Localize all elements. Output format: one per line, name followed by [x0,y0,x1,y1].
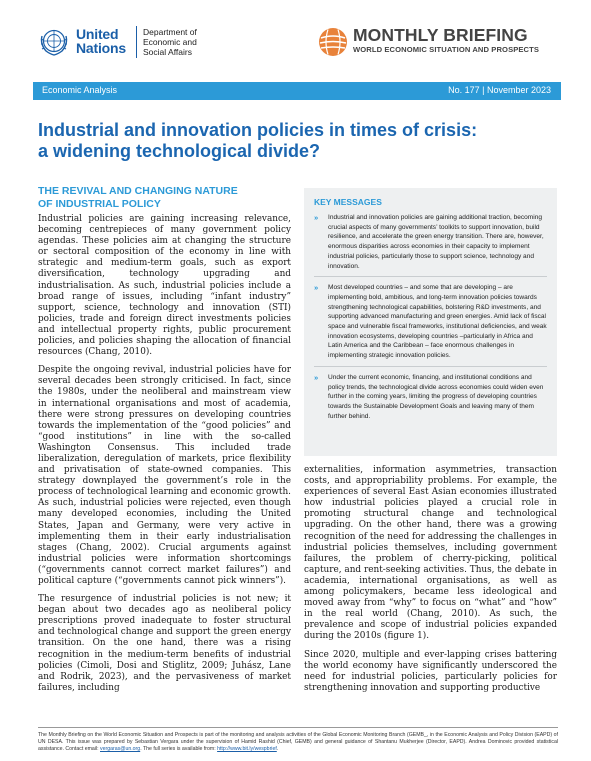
header-divider [136,26,137,58]
un-name-line1: United [76,26,119,42]
paragraph: The resurgence of industrial policies is not new; it began about two decades ago as neoliberal policy prescriptions proved inadequate to foster structural and technological change and support the green energy transition. On the one hand, there was a rising recognition in the medium-term benefits of industrial policies (Cimoli, Dosi and Stiglitz, 2009; Juhász, Lane and Rodrik, 2023), and the pervasiveness of market failures, including [38,594,291,693]
monthly-briefing-globe-icon [318,27,348,57]
un-emblem-icon [38,26,70,58]
key-message-text: Under the current economic, financing, and institutional conditions and policy trends, the technological divide across economies could widen even further in the coming years, limiting the progress of developing countries towards the Sustainable Development Goals and leaving many of them further behind. [328,373,544,420]
desa-label [143,27,197,57]
desa-line2: Economic and [143,37,197,47]
paragraph: Despite the ongoing revival, industrial policies have for several decades been strongly criticised. In fact, since the 1980s, under the neoliberal and mainstream view in international organisations and most of academia, there were strong pressures on developing countries towards the implementation of the “good policies” and “good institutions” in line with the so-called Washington Consensus. This included trade liberalization, deregulation of markets, price flexibility and privatisation of state-owned companies. This strategy downplayed the government’s role in the process of technological learning and economic growth. As such, industrial policies were rejected, even though many developed economies, including the United States, Japan and Germany, were very active in implementing them in their early industrialisation stages (Chang, 2002). Crucial arguments against industrial policies were information shortcomings (“governments cannot correct market failures”) and political capture (“governments cannot pick winners”). [38,365,291,586]
footer-text-2: . The full series is available from: [140,746,216,753]
page-title [38,120,558,162]
footer-note [38,727,558,754]
section-heading-line1: THE REVIVAL AND CHANGING NATURE [38,185,238,197]
paragraph: Industrial policies are gaining increasing relevance, becoming centrepieces of many government policy agendas. These policies aim at changing the structure or sectoral composition of the economy in line with strategic and medium-term goals, such as export diversification, technology upgrading and industrialisation. As such, industrial policies include a broad range of issues, including “infant industry” support, science, technology and innovation (STI) policies, trade and foreign direct investments policies and intellectual property rights, public procurement policies, and policies shaping the allocation of financial resources (Chang, 2010). [38,214,291,358]
section-heading [38,185,288,211]
section-heading-line2: OF INDUSTRIAL POLICY [38,198,161,210]
key-messages-heading: KEY MESSAGES [314,197,382,207]
chevron-right-icon: » [314,372,319,382]
chevron-right-icon: » [314,213,319,222]
key-message-text: Industrial and innovation policies are gaining additional traction, becoming crucial aspects of many governments’ toolkits to support innovation, build resilience, and accelerate the green energy transition. There are, however, enormous disparities across economies in their capacity to implement industrial policies, particularly those to support science, technology and innovation. [328,214,544,270]
key-messages-box [304,188,557,456]
un-name-line2: Nations [76,40,126,56]
footer-text-3: . [276,746,279,753]
paragraph: Since 2020, multiple and ever-lapping crises battering the world economy have significantly underscored the need for industrial policies, particularly policies for strengthening innovation and supporting productive [304,649,557,693]
footer-text: The Monthly Briefing on the World Economic Situation and Prospects is part of the monitoring and analysis activities of the Global Economic Monitoring Branch (GEMB_, in the Economic Analysis and Policy Division (EAPD) of UN DESA. This issue was prepared by Sebastian Vergara under the supervision of Hamid Rashid (Chief, GEMB) and general guidance of Shantanu Mukherjee (Director, EAPD). Andrea Dominovic provided statistical assistance. Contact email: [38,732,558,753]
brief-subtitle: WORLD ECONOMIC SITUATION AND PROSPECTS [353,45,540,54]
key-message-item [314,276,547,361]
section-bar [33,82,561,100]
paragraph: externalities, information asymmetries, transaction costs, and appropriability problems. For example, the experiences of several East Asian economies illustrated how industrial policies played a crucial role in promoting structural change and technological upgrading. On the other hand, there was a growing recognition of the need for addressing the challenges in industrial policies themselves, including government failures, the problem of cherry-picking, political capture, and rent-seeking activities. Thus, the debate in academia, international organisations, as well as among policymakers, became less ideological and moved away from “why” to focus on “what” and “how” in the real world (Chang, 2010). As such, the prevalence and scope of industrial policies expanded during the 2010s (figure 1). [304,465,557,642]
chevron-right-icon: » [314,283,319,293]
contact-email-link[interactable]: vergaras@un.org [100,746,141,753]
page-header [0,0,591,80]
left-column [38,214,291,694]
bar-issue-number: No. 177 | November 2023 [448,85,551,95]
un-name [76,27,126,55]
page-title-line2: a widening technological divide? [38,141,321,161]
bar-category: Economic Analysis [42,85,118,95]
key-message-item [314,213,547,271]
key-message-item [314,366,547,422]
series-link[interactable]: http://www.bit.ly/wespbrief [217,746,277,753]
brief-title: MONTHLY BRIEFING [353,25,528,45]
desa-line3: Social Affairs [143,47,192,57]
desa-line1: Department of [143,27,197,37]
page-title-line1: Industrial and innovation policies in times of crisis: [38,120,478,140]
key-message-text: Most developed countries – and some that are developing – are implementing bold, ambitious, and long-term innovation policies towards strengthening technological capabilities, bolstering R&D investments, and supporting advanced manufacturing and green energies. Amid lack of fiscal space and vulnerable fiscal frameworks, institutional deficiencies, and weak innovation ecosystems, developing countries –particularly in Africa and Latin America and the Caribbean – face enormous challenges in implementing strategic innovation policies. [328,284,547,360]
right-column [304,465,557,694]
